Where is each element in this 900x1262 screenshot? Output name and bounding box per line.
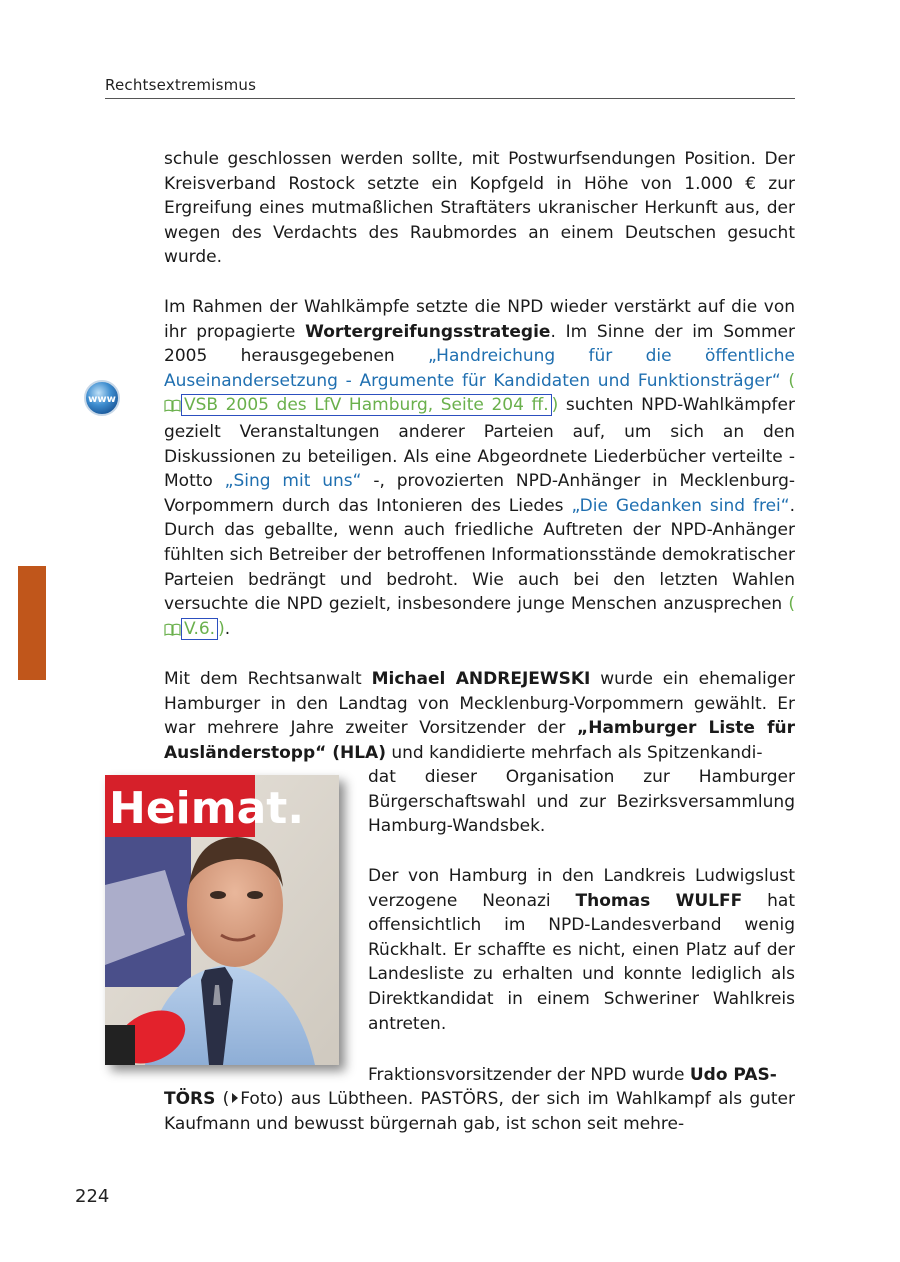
paragraph-4 <box>368 864 795 1036</box>
page-number: 224 <box>75 1186 110 1207</box>
link-die-gedanken-sind-frei[interactable]: „Die Gedanken sind frei“ <box>571 495 790 516</box>
p5-bold-pastoers-start: Udo PAS- <box>689 1065 777 1085</box>
p5-bold-pastoers-end: TÖRS <box>164 1089 216 1109</box>
p3-cont-text: dat dieser Organisation zur Hamburger Bürgerschaftswahl und zur Bezirksversammlung Hamburg-Wandsbek. <box>368 767 795 837</box>
triangle-right-icon <box>232 1093 238 1103</box>
p5-text-3: Foto) aus Lübtheen. PASTÖRS, der sich im Wahlkampf als guter Kaufmann und bewusst bürgernah gab, ist schon seit mehre- <box>164 1089 795 1134</box>
banner-text: Heimat. <box>109 783 305 834</box>
paragraph-5-rest <box>164 1087 795 1136</box>
p4-bold-wulff: Thomas WULFF <box>575 890 743 911</box>
ref-close-paren-1: ) <box>551 395 559 416</box>
p4-text-1: Der von Hamburg in den Landkreis Ludwigslust verzogene Neonazi <box>368 866 795 911</box>
p3-bold-andrejewski: Michael ANDREJEWSKI <box>371 669 591 689</box>
www-icon[interactable] <box>83 379 121 417</box>
p2-text-2: . Im Sinne der im Sommer 2005 herausgegebenen <box>164 321 795 367</box>
p2-bold-wortergreifung: Wortergreifungsstrategie <box>305 321 551 342</box>
p3-text-3: und kandidierte mehrfach als Spitzenkandi- <box>385 742 763 763</box>
p5-text-2: ( <box>215 1089 230 1109</box>
book-icon <box>164 619 181 644</box>
paragraph-3 <box>164 667 795 765</box>
ref-close-paren-2: ) <box>218 618 225 639</box>
www-icon-label: www <box>88 394 116 405</box>
link-handreichung[interactable]: „Handreichung für die öffentliche Auseinandersetzung - Argumente für Kandidaten und Funktionsträger“ <box>164 346 795 391</box>
p2-text-6: . Durch das geballte, wenn auch friedliche Auftreten der NPD-Anhänger fühlten sich Betreiber der betroffenen Informationsstände demokratischer Parteien bedrängt und bedroht. Wie auch bei den letzten Wahlen versuchte die NPD gezielt, insbesondere junge Menschen anzusprechen <box>164 495 795 615</box>
chapter-color-tab <box>18 566 46 680</box>
ref-open-paren-2: ( <box>788 594 795 615</box>
p3-bold-hla: „Hamburger Liste für Ausländerstopp“ (HLA) <box>164 718 795 763</box>
p2-text-1: Im Rahmen der Wahlkämpfe setzte die NPD wieder verstärkt auf die von ihr propagierte <box>164 297 795 342</box>
p4-text-2: hat offensichtlich im NPD-Landesverband wenig Rückhalt. Er schaffte es nicht, einen Platz auf der Landesliste zu erhalten und konnte lediglich als Direktkandidat in einem Schweriner Wahlkreis antreten. <box>368 890 796 1034</box>
p5-text-1: Fraktionsvorsitzender der NPD wurde <box>368 1065 690 1085</box>
reference-v6[interactable]: V.6. <box>181 618 218 640</box>
p3-text-1: Mit dem Rechtsanwalt <box>164 669 372 689</box>
paragraph-1 <box>164 147 795 270</box>
ref-open-paren-1: ( <box>788 370 795 391</box>
book-icon <box>164 395 181 420</box>
header-rule <box>105 98 795 99</box>
p2-text-4: suchten NPD-Wahlkämpfer gezielt Veranstaltungen anderer Parteien auf, um sich an den Diskussionen zu beteiligen. Als eine Abgeordnete Liederbücher verteilte - Motto <box>164 395 795 492</box>
paragraph-3-continued <box>368 765 795 839</box>
portrait-photo <box>105 775 339 1065</box>
p3-text-2: wurde ein ehemaliger Hamburger in den Landtag von Mecklenburg-Vorpommern gewählt. Er war mehrere Jahre zweiter Vorsitzender der <box>164 669 795 739</box>
p2-text-5: -, provozierten NPD-Anhänger in Mecklenburg-Vorpommern durch das Intonieren des Liedes <box>164 471 795 516</box>
paragraph-1-text: schule geschlossen werden sollte, mit Postwurfsendungen Position. Der Kreisverband Rostock setzte ein Kopfgeld in Höhe von 1.000 € zur Ergreifung eines mutmaßlichen Straftäters ukranischer Herkunft aus, der wegen des Verdachts des Raubmordes an einem Deutschen gesucht wurde. <box>164 149 795 268</box>
paragraph-5-first-line <box>368 1063 795 1088</box>
link-sing-mit-uns[interactable]: „Sing mit uns“ <box>224 471 362 492</box>
reference-vsb-2005[interactable]: VSB 2005 des LfV Hamburg, Seite 204 ff. <box>181 394 552 416</box>
paragraph-2 <box>164 295 795 643</box>
p2-text-7: . <box>224 618 231 639</box>
running-head: Rechtsextremismus <box>105 76 257 94</box>
